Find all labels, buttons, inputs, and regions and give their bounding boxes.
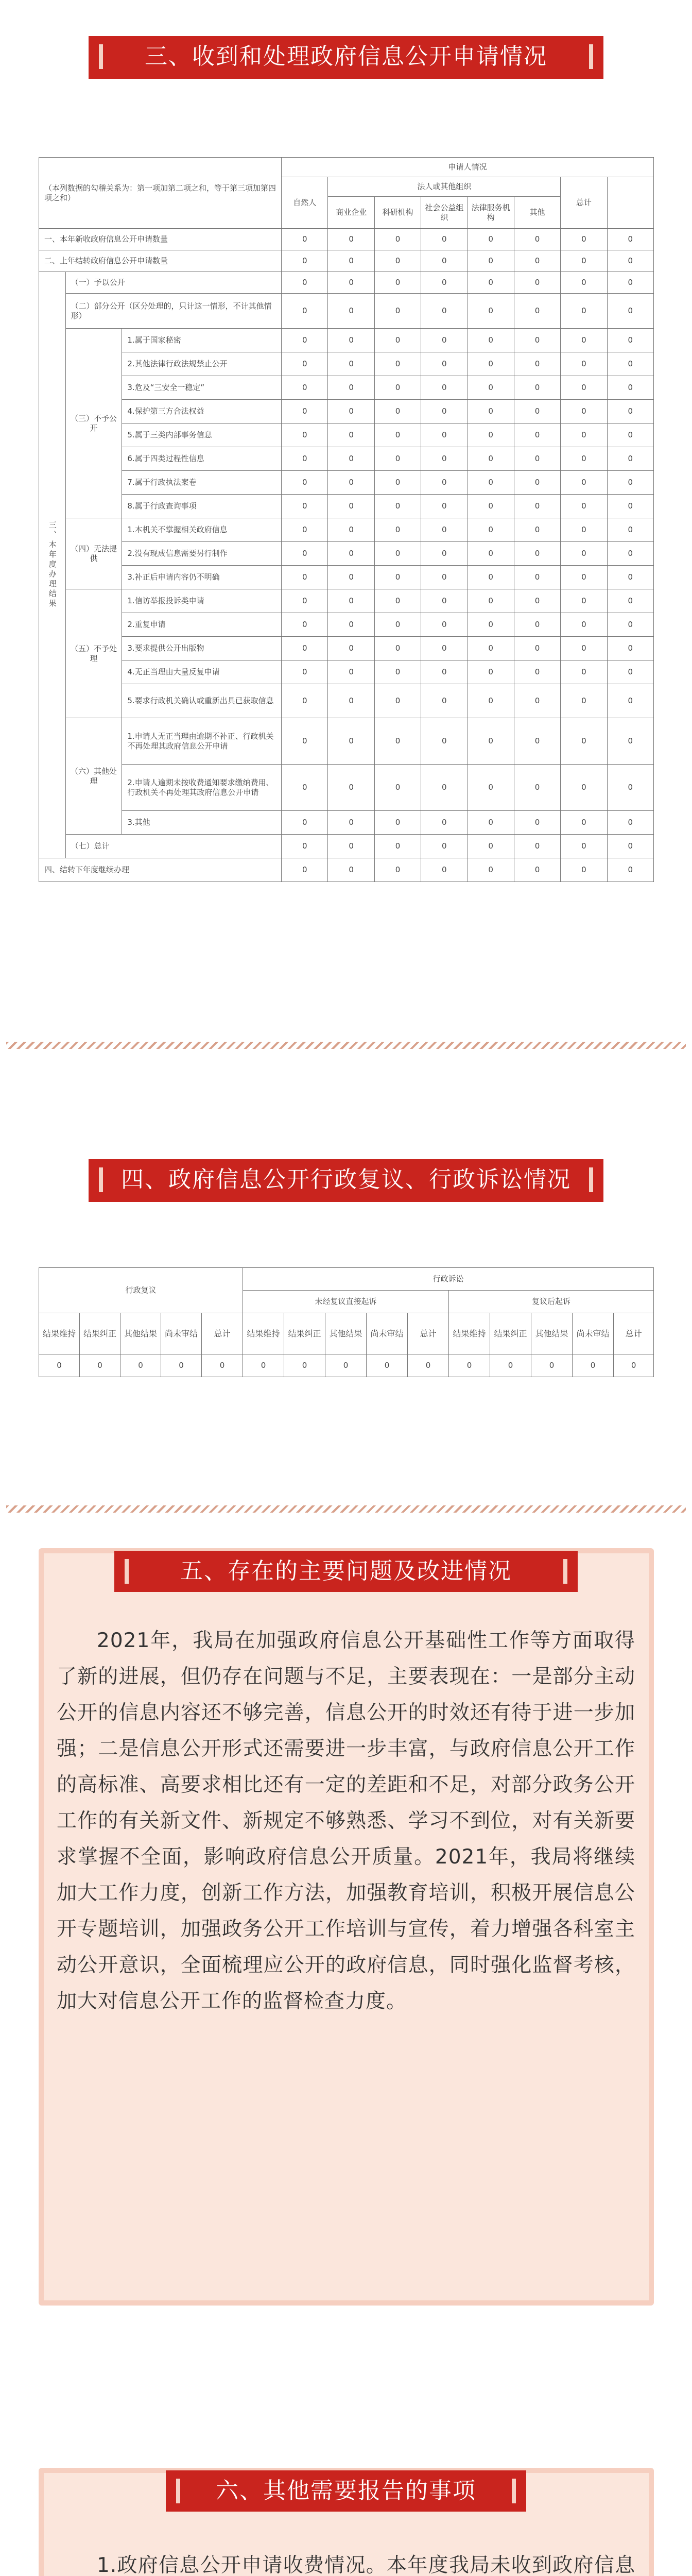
value-cell: 0 — [80, 1354, 120, 1377]
value-cell: 0 — [328, 613, 374, 637]
value-cell: 0 — [561, 294, 607, 329]
col-header: 总计 — [202, 1313, 243, 1354]
value-cell: 0 — [468, 637, 514, 660]
value-cell: 0 — [561, 423, 607, 447]
value-cell: 0 — [367, 1354, 408, 1377]
value-cell: 0 — [514, 329, 560, 352]
value-cell: 0 — [282, 272, 328, 294]
natural-person-header: 自然人 — [282, 177, 328, 229]
value-cell: 0 — [561, 613, 607, 637]
value-cell: 0 — [468, 471, 514, 495]
value-cell: 0 — [561, 858, 607, 882]
value-cell: 0 — [421, 589, 468, 613]
value-cell: 0 — [607, 858, 653, 882]
section-5-header — [114, 1551, 578, 1592]
section-5-body — [57, 1623, 635, 2020]
value-cell: 0 — [374, 495, 421, 518]
section-6-body — [57, 2548, 635, 2576]
col-header: 尚未审结 — [573, 1313, 614, 1354]
value-cell: 0 — [328, 495, 374, 518]
value-cell: 0 — [421, 835, 468, 858]
value-cell: 0 — [328, 272, 374, 294]
value-cell: 0 — [282, 613, 328, 637]
col-header: 社会公益组织 — [421, 197, 468, 229]
value-cell: 0 — [282, 660, 328, 684]
value-cell: 0 — [607, 718, 653, 765]
row-label: 3.补正后申请内容仍不明确 — [122, 566, 282, 589]
value-cell: 0 — [282, 542, 328, 566]
value-cell: 0 — [607, 352, 653, 376]
value-cell: 0 — [328, 400, 374, 423]
value-cell: 0 — [374, 272, 421, 294]
value-cell: 0 — [468, 250, 514, 272]
value-cell: 0 — [421, 400, 468, 423]
value-cell: 0 — [421, 329, 468, 352]
value-cell: 0 — [421, 765, 468, 811]
value-cell: 0 — [514, 250, 560, 272]
value-cell: 0 — [514, 447, 560, 471]
row-label: 一、本年新收政府信息公开申请数量 — [39, 229, 282, 250]
row-label: 2.没有现成信息需要另行制作 — [122, 542, 282, 566]
not-reviewed-header: 未经复议直接起诉 — [243, 1291, 449, 1313]
col-header: 其他结果 — [531, 1313, 573, 1354]
value-cell: 0 — [282, 229, 328, 250]
value-cell: 0 — [328, 376, 374, 400]
value-cell: 0 — [374, 352, 421, 376]
value-cell: 0 — [468, 272, 514, 294]
row-label: 3.危及“三安全一稳定” — [122, 376, 282, 400]
value-cell: 0 — [561, 542, 607, 566]
legal-group-header: 法人或其他组织 — [328, 177, 561, 197]
value-cell: 0 — [421, 518, 468, 542]
value-cell: 0 — [514, 589, 560, 613]
value-cell: 0 — [282, 637, 328, 660]
value-cell: 0 — [421, 272, 468, 294]
value-cell: 0 — [328, 684, 374, 718]
value-cell: 0 — [282, 352, 328, 376]
divider — [6, 1505, 686, 1513]
value-cell: 0 — [468, 400, 514, 423]
row-label: 1.申请人无正当理由逾期不补正、行政机关不再处理其政府信息公开申请 — [122, 718, 282, 765]
value-cell: 0 — [561, 250, 607, 272]
value-cell: 0 — [408, 1354, 449, 1377]
value-cell: 0 — [282, 447, 328, 471]
value-cell: 0 — [282, 376, 328, 400]
value-cell: 0 — [282, 684, 328, 718]
value-cell: 0 — [607, 495, 653, 518]
value-cell: 0 — [39, 1354, 80, 1377]
value-cell: 0 — [374, 423, 421, 447]
value-cell: 0 — [614, 1354, 654, 1377]
row-label: 四、结转下年度继续办理 — [39, 858, 282, 882]
value-cell: 0 — [468, 352, 514, 376]
value-cell: 0 — [282, 835, 328, 858]
value-cell: 0 — [514, 684, 560, 718]
section-6-title: 六、其他需要报告的事项 — [216, 2478, 476, 2504]
value-cell: 0 — [561, 518, 607, 542]
col-header: 尚未审结 — [367, 1313, 408, 1354]
value-cell: 0 — [514, 835, 560, 858]
row-subgroup-label: （四）无法提供 — [65, 518, 122, 589]
col-header: 其他结果 — [120, 1313, 161, 1354]
value-cell: 0 — [561, 495, 607, 518]
value-cell: 0 — [421, 566, 468, 589]
row-label: 4.保护第三方合法权益 — [122, 400, 282, 423]
col-header: 结果维持 — [449, 1313, 490, 1354]
value-cell: 0 — [514, 765, 560, 811]
value-cell: 0 — [468, 542, 514, 566]
value-cell: 0 — [514, 811, 560, 835]
value-cell: 0 — [607, 400, 653, 423]
row-label: 二、上年结转政府信息公开申请数量 — [39, 250, 282, 272]
value-cell: 0 — [202, 1354, 243, 1377]
value-cell: 0 — [421, 250, 468, 272]
value-cell: 0 — [328, 518, 374, 542]
section-6-header — [166, 2470, 526, 2512]
row-label: 1.属于国家秘密 — [122, 329, 282, 352]
after-review-header: 复议后起诉 — [449, 1291, 654, 1313]
value-cell: 0 — [607, 566, 653, 589]
value-cell: 0 — [561, 637, 607, 660]
value-cell: 0 — [328, 329, 374, 352]
col-header: 结果纠正 — [284, 1313, 325, 1354]
value-cell: 0 — [514, 423, 560, 447]
value-cell: 0 — [282, 811, 328, 835]
value-cell: 0 — [514, 718, 560, 765]
value-cell: 0 — [514, 858, 560, 882]
value-cell: 0 — [514, 660, 560, 684]
value-cell: 0 — [374, 858, 421, 882]
row-subgroup-label: （三）不予公开 — [65, 329, 122, 518]
value-cell: 0 — [468, 229, 514, 250]
row-label: 2.重复申请 — [122, 613, 282, 637]
value-cell: 0 — [607, 423, 653, 447]
value-cell: 0 — [573, 1354, 614, 1377]
value-cell: 0 — [468, 566, 514, 589]
value-cell: 0 — [468, 329, 514, 352]
value-cell: 0 — [514, 471, 560, 495]
row-label: （七）总计 — [65, 835, 282, 858]
value-cell: 0 — [561, 589, 607, 613]
value-cell: 0 — [328, 765, 374, 811]
value-cell: 0 — [531, 1354, 573, 1377]
value-cell: 0 — [328, 352, 374, 376]
value-cell: 0 — [421, 495, 468, 518]
value-cell: 0 — [561, 352, 607, 376]
value-cell: 0 — [607, 542, 653, 566]
section-5-title: 五、存在的主要问题及改进情况 — [180, 1558, 512, 1584]
row-label: 2.其他法律行政法规禁止公开 — [122, 352, 282, 376]
value-cell: 0 — [421, 447, 468, 471]
value-cell: 0 — [607, 660, 653, 684]
section-4-underline — [89, 1200, 603, 1202]
value-cell: 0 — [374, 811, 421, 835]
value-cell: 0 — [561, 835, 607, 858]
value-cell: 0 — [328, 566, 374, 589]
value-cell: 0 — [328, 542, 374, 566]
row-label: 8.属于行政查询事项 — [122, 495, 282, 518]
value-cell: 0 — [374, 329, 421, 352]
value-cell: 0 — [468, 376, 514, 400]
value-cell: 0 — [328, 858, 374, 882]
value-cell: 0 — [561, 660, 607, 684]
value-cell: 0 — [328, 471, 374, 495]
value-cell: 0 — [514, 495, 560, 518]
value-cell: 0 — [607, 811, 653, 835]
value-cell: 0 — [561, 765, 607, 811]
value-cell: 0 — [607, 835, 653, 858]
litigation-header: 行政诉讼 — [243, 1268, 654, 1291]
value-cell: 0 — [514, 294, 560, 329]
value-cell: 0 — [607, 272, 653, 294]
value-cell: 0 — [374, 471, 421, 495]
value-cell: 0 — [468, 684, 514, 718]
value-cell: 0 — [421, 376, 468, 400]
value-cell: 0 — [374, 518, 421, 542]
value-cell: 0 — [421, 858, 468, 882]
row-label: （一）予以公开 — [65, 272, 282, 294]
value-cell: 0 — [374, 637, 421, 660]
value-cell: 0 — [328, 250, 374, 272]
row-label: 3.要求提供公开出版物 — [122, 637, 282, 660]
row-label: 1.本机关不掌握相关政府信息 — [122, 518, 282, 542]
value-cell: 0 — [468, 811, 514, 835]
value-cell: 0 — [282, 400, 328, 423]
value-cell: 0 — [561, 376, 607, 400]
value-cell: 0 — [374, 229, 421, 250]
value-cell: 0 — [607, 637, 653, 660]
value-cell: 0 — [328, 589, 374, 613]
col-header: 科研机构 — [374, 197, 421, 229]
value-cell: 0 — [374, 765, 421, 811]
col-header: 结果维持 — [243, 1313, 284, 1354]
value-cell: 0 — [421, 471, 468, 495]
col-header: 其他结果 — [325, 1313, 367, 1354]
value-cell: 0 — [514, 613, 560, 637]
section-5-paragraph: 2021年，我局在加强政府信息公开基础性工作等方面取得了新的进展，但仍存在问题与不足，主要表现在：一是部分主动公开的信息内容还不够完善，信息公开的时效还有待于进一步加强；二是信息公开形式还需要进一步丰富，与政府信息公开工作的高标准、高要求相比还有一定的差距和不足，对部分政务公开工作的有关新文件、新规定不够熟悉、学习不到位，对有关新要求掌握不全面，影响政府信息公开质量。2021年，我局将继续加大工作力度，创新工作方法，加强教育培训，积极开展信息公开专题培训，加强政务公开工作培训与宣传，着力增强各科室主动公开意识，全面梳理应公开的政府信息，同时强化监督考核，加大对信息公开工作的监督检查力度。 — [57, 1629, 635, 2013]
value-cell: 0 — [607, 376, 653, 400]
value-cell: 0 — [607, 765, 653, 811]
value-cell: 0 — [490, 1354, 531, 1377]
section-4-title: 四、政府信息公开行政复议、行政诉讼情况 — [121, 1166, 571, 1193]
col-header: 结果纠正 — [80, 1313, 120, 1354]
value-cell: 0 — [282, 423, 328, 447]
value-cell: 0 — [328, 447, 374, 471]
value-cell: 0 — [374, 684, 421, 718]
value-cell: 0 — [561, 329, 607, 352]
value-cell: 0 — [468, 718, 514, 765]
section-3-title: 三、收到和处理政府信息公开申请情况 — [145, 43, 547, 70]
applicant-group-header: 申请人情况 — [282, 158, 654, 177]
value-cell: 0 — [282, 858, 328, 882]
col-header: 结果维持 — [39, 1313, 80, 1354]
value-cell: 0 — [449, 1354, 490, 1377]
value-cell: 0 — [421, 294, 468, 329]
value-cell: 0 — [374, 447, 421, 471]
value-cell: 0 — [607, 329, 653, 352]
value-cell: 0 — [374, 376, 421, 400]
value-cell: 0 — [374, 589, 421, 613]
value-cell: 0 — [282, 566, 328, 589]
value-cell: 0 — [607, 294, 653, 329]
section-6-paragraph-1: 1.政府信息公开申请收费情况。本年度我局未收到政府信息 — [97, 2554, 635, 2576]
value-cell: 0 — [421, 718, 468, 765]
value-cell: 0 — [282, 471, 328, 495]
value-cell: 0 — [421, 613, 468, 637]
row-label: 5.属于三类内部事务信息 — [122, 423, 282, 447]
value-cell: 0 — [561, 684, 607, 718]
row-label: 4.无正当理由大量反复申请 — [122, 660, 282, 684]
value-cell: 0 — [514, 637, 560, 660]
value-cell: 0 — [421, 423, 468, 447]
value-cell: 0 — [243, 1354, 284, 1377]
value-cell: 0 — [421, 637, 468, 660]
section-4-header — [89, 1159, 603, 1200]
value-cell: 0 — [328, 423, 374, 447]
value-cell: 0 — [374, 718, 421, 765]
value-cell: 0 — [328, 811, 374, 835]
row-label: 2.申请人逾期未按收费通知要求缴纳费用、行政机关不再处理其政府信息公开申请 — [122, 765, 282, 811]
value-cell: 0 — [328, 835, 374, 858]
value-cell: 0 — [561, 272, 607, 294]
col-header: 尚未审结 — [161, 1313, 202, 1354]
value-cell: 0 — [468, 423, 514, 447]
table-note: （本列数据的勾稽关系为：第一项加第二项之和，等于第三项加第四项之和） — [39, 158, 282, 229]
value-cell: 0 — [607, 447, 653, 471]
value-cell: 0 — [374, 542, 421, 566]
col-header: 商业企业 — [328, 197, 374, 229]
value-cell: 0 — [282, 589, 328, 613]
value-cell: 0 — [374, 613, 421, 637]
total-header: 总计 — [561, 177, 607, 229]
value-cell: 0 — [607, 589, 653, 613]
value-cell: 0 — [282, 294, 328, 329]
value-cell: 0 — [514, 542, 560, 566]
value-cell: 0 — [607, 684, 653, 718]
value-cell: 0 — [468, 447, 514, 471]
section-3-header — [89, 36, 603, 77]
value-cell: 0 — [282, 518, 328, 542]
value-cell: 0 — [374, 250, 421, 272]
col-header: 其他 — [514, 197, 560, 229]
divider — [6, 1042, 686, 1049]
value-cell: 0 — [607, 471, 653, 495]
row-label: 7.属于行政执法案卷 — [122, 471, 282, 495]
value-cell: 0 — [421, 542, 468, 566]
value-cell: 0 — [514, 272, 560, 294]
value-cell: 0 — [282, 495, 328, 518]
value-cell: 0 — [514, 352, 560, 376]
value-cell: 0 — [161, 1354, 202, 1377]
value-cell: 0 — [561, 229, 607, 250]
value-cell: 0 — [561, 471, 607, 495]
row-group-label: 三、本年度办理结果 — [39, 272, 66, 858]
review-litigation-table — [39, 1267, 654, 1377]
value-cell: 0 — [421, 684, 468, 718]
col-header: 法律服务机构 — [468, 197, 514, 229]
value-cell: 0 — [468, 294, 514, 329]
value-cell: 0 — [374, 566, 421, 589]
row-label: 5.要求行政机关确认或重新出具已获取信息 — [122, 684, 282, 718]
value-cell: 0 — [468, 613, 514, 637]
value-cell: 0 — [468, 589, 514, 613]
value-cell: 0 — [328, 718, 374, 765]
value-cell: 0 — [468, 835, 514, 858]
row-subgroup-label: （五）不予处理 — [65, 589, 122, 718]
row-label: 3.其他 — [122, 811, 282, 835]
value-cell: 0 — [468, 765, 514, 811]
value-cell: 0 — [514, 518, 560, 542]
value-cell: 0 — [374, 294, 421, 329]
value-cell: 0 — [120, 1354, 161, 1377]
row-label: （二）部分公开（区分处理的，只计这一情形，不计其他情形） — [65, 294, 282, 329]
value-cell: 0 — [468, 660, 514, 684]
value-cell: 0 — [561, 447, 607, 471]
value-cell: 0 — [514, 400, 560, 423]
value-cell: 0 — [328, 229, 374, 250]
value-cell: 0 — [561, 718, 607, 765]
value-cell: 0 — [282, 250, 328, 272]
value-cell: 0 — [282, 718, 328, 765]
value-cell: 0 — [421, 229, 468, 250]
value-cell: 0 — [607, 250, 653, 272]
value-cell: 0 — [514, 376, 560, 400]
value-cell: 0 — [514, 566, 560, 589]
row-subgroup-label: （六）其他处理 — [65, 718, 122, 835]
value-cell: 0 — [607, 229, 653, 250]
value-cell: 0 — [328, 294, 374, 329]
section-3-underline — [89, 77, 603, 79]
value-cell: 0 — [374, 660, 421, 684]
value-cell: 0 — [421, 352, 468, 376]
value-cell: 0 — [282, 329, 328, 352]
col-header: 总计 — [408, 1313, 449, 1354]
value-cell: 0 — [514, 229, 560, 250]
value-cell: 0 — [284, 1354, 325, 1377]
value-cell: 0 — [607, 518, 653, 542]
applications-table — [39, 157, 654, 882]
col-header: 结果纠正 — [490, 1313, 531, 1354]
value-cell: 0 — [328, 637, 374, 660]
value-cell: 0 — [282, 765, 328, 811]
value-cell: 0 — [468, 518, 514, 542]
value-cell: 0 — [325, 1354, 367, 1377]
value-cell: 0 — [468, 495, 514, 518]
row-label: 6.属于四类过程性信息 — [122, 447, 282, 471]
value-cell: 0 — [561, 400, 607, 423]
value-cell: 0 — [561, 566, 607, 589]
value-cell: 0 — [374, 835, 421, 858]
row-label: 1.信访举报投诉类申请 — [122, 589, 282, 613]
value-cell: 0 — [374, 400, 421, 423]
col-header: 总计 — [614, 1313, 654, 1354]
value-cell: 0 — [421, 660, 468, 684]
value-cell: 0 — [607, 613, 653, 637]
value-cell: 0 — [561, 811, 607, 835]
value-cell: 0 — [468, 858, 514, 882]
review-header: 行政复议 — [39, 1268, 243, 1313]
value-cell: 0 — [421, 811, 468, 835]
value-cell: 0 — [328, 660, 374, 684]
